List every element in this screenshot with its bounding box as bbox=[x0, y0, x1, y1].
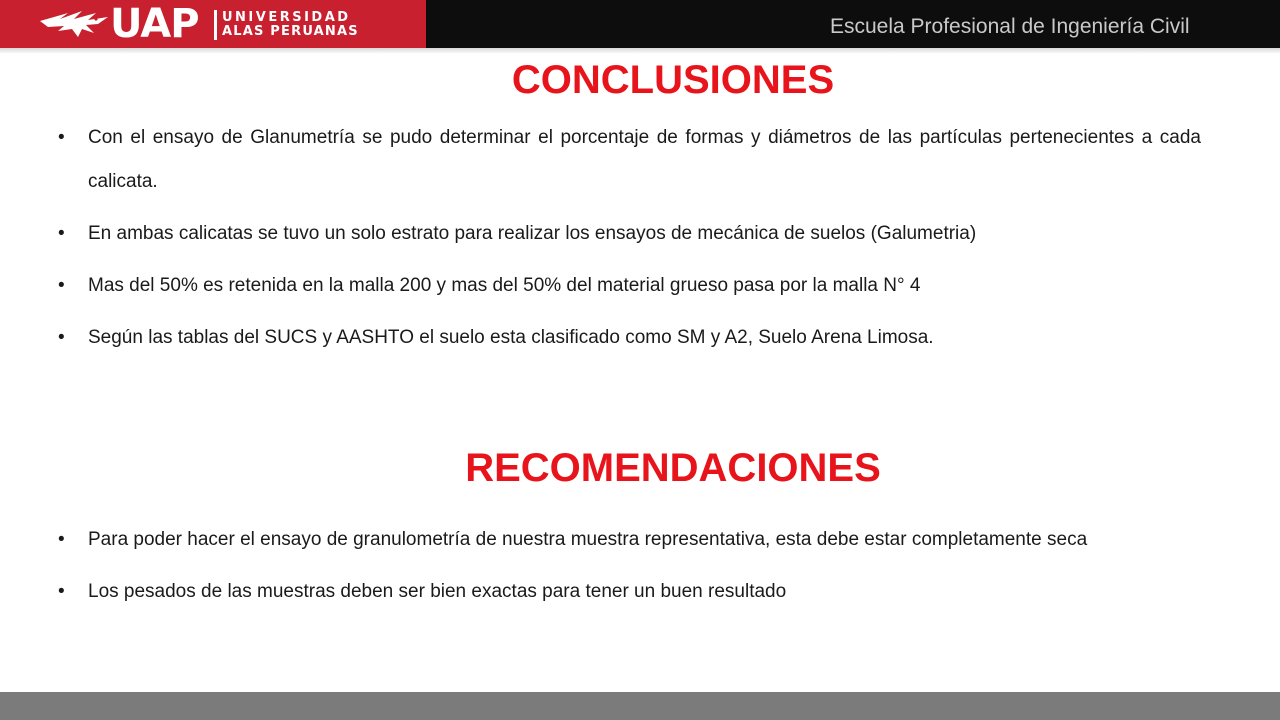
recommendation-text: Los pesados de las muestras deben ser bien exactas para tener un buen resultado bbox=[88, 581, 787, 602]
eagle-icon bbox=[38, 7, 118, 41]
bullet-icon: • bbox=[58, 327, 65, 348]
conclusion-text: Según las tablas del SUCS y AASHTO el suelo esta clasificado como SM y A2, Suelo Arena Limosa. bbox=[88, 327, 934, 348]
school-name: Escuela Profesional de Ingeniería Civil bbox=[830, 15, 1190, 38]
bullet-icon: • bbox=[58, 529, 65, 550]
logo-uap-text: UAP bbox=[110, 1, 199, 47]
conclusion-text: Mas del 50% es retenida en la malla 200 y mas del 50% del material grueso pasa por la malla N° 4 bbox=[88, 275, 921, 296]
logo-line-alas-peruanas: ALAS PERUANAS bbox=[222, 24, 359, 39]
recommendation-item bbox=[58, 518, 1201, 562]
recommendation-item bbox=[58, 570, 1201, 614]
conclusion-text: Con el ensayo de Glanumetría se pudo determinar el porcentaje de formas y diámetros de las partículas pertenecientes a cada calicata. bbox=[88, 127, 1201, 192]
bullet-icon: • bbox=[58, 581, 65, 602]
conclusion-item bbox=[58, 212, 1201, 256]
header-bar bbox=[0, 0, 1280, 48]
conclusion-item bbox=[58, 316, 1201, 360]
conclusion-text: En ambas calicatas se tuvo un solo estrato para realizar los ensayos de mecánica de suelos (Galumetria) bbox=[88, 223, 977, 244]
logo-line-universidad: UNIVERSIDAD bbox=[222, 10, 351, 25]
recommendation-text: Para poder hacer el ensayo de granulometría de nuestra muestra representativa, esta debe estar completamente seca bbox=[88, 529, 1088, 550]
bullet-icon: • bbox=[58, 275, 65, 296]
recommendations-list bbox=[0, 518, 1201, 622]
header-shadow bbox=[0, 48, 1280, 54]
conclusions-title: CONCLUSIONES bbox=[511, 58, 835, 102]
bullet-icon: • bbox=[58, 127, 65, 148]
footer-bar bbox=[0, 692, 1280, 720]
bullet-icon: • bbox=[58, 223, 65, 244]
university-logo bbox=[0, 0, 426, 48]
conclusion-item bbox=[58, 116, 1201, 204]
conclusions-list bbox=[0, 116, 1201, 368]
recommendations-title: RECOMENDACIONES bbox=[465, 446, 881, 490]
conclusion-item bbox=[58, 264, 1201, 308]
logo-divider bbox=[214, 10, 217, 40]
